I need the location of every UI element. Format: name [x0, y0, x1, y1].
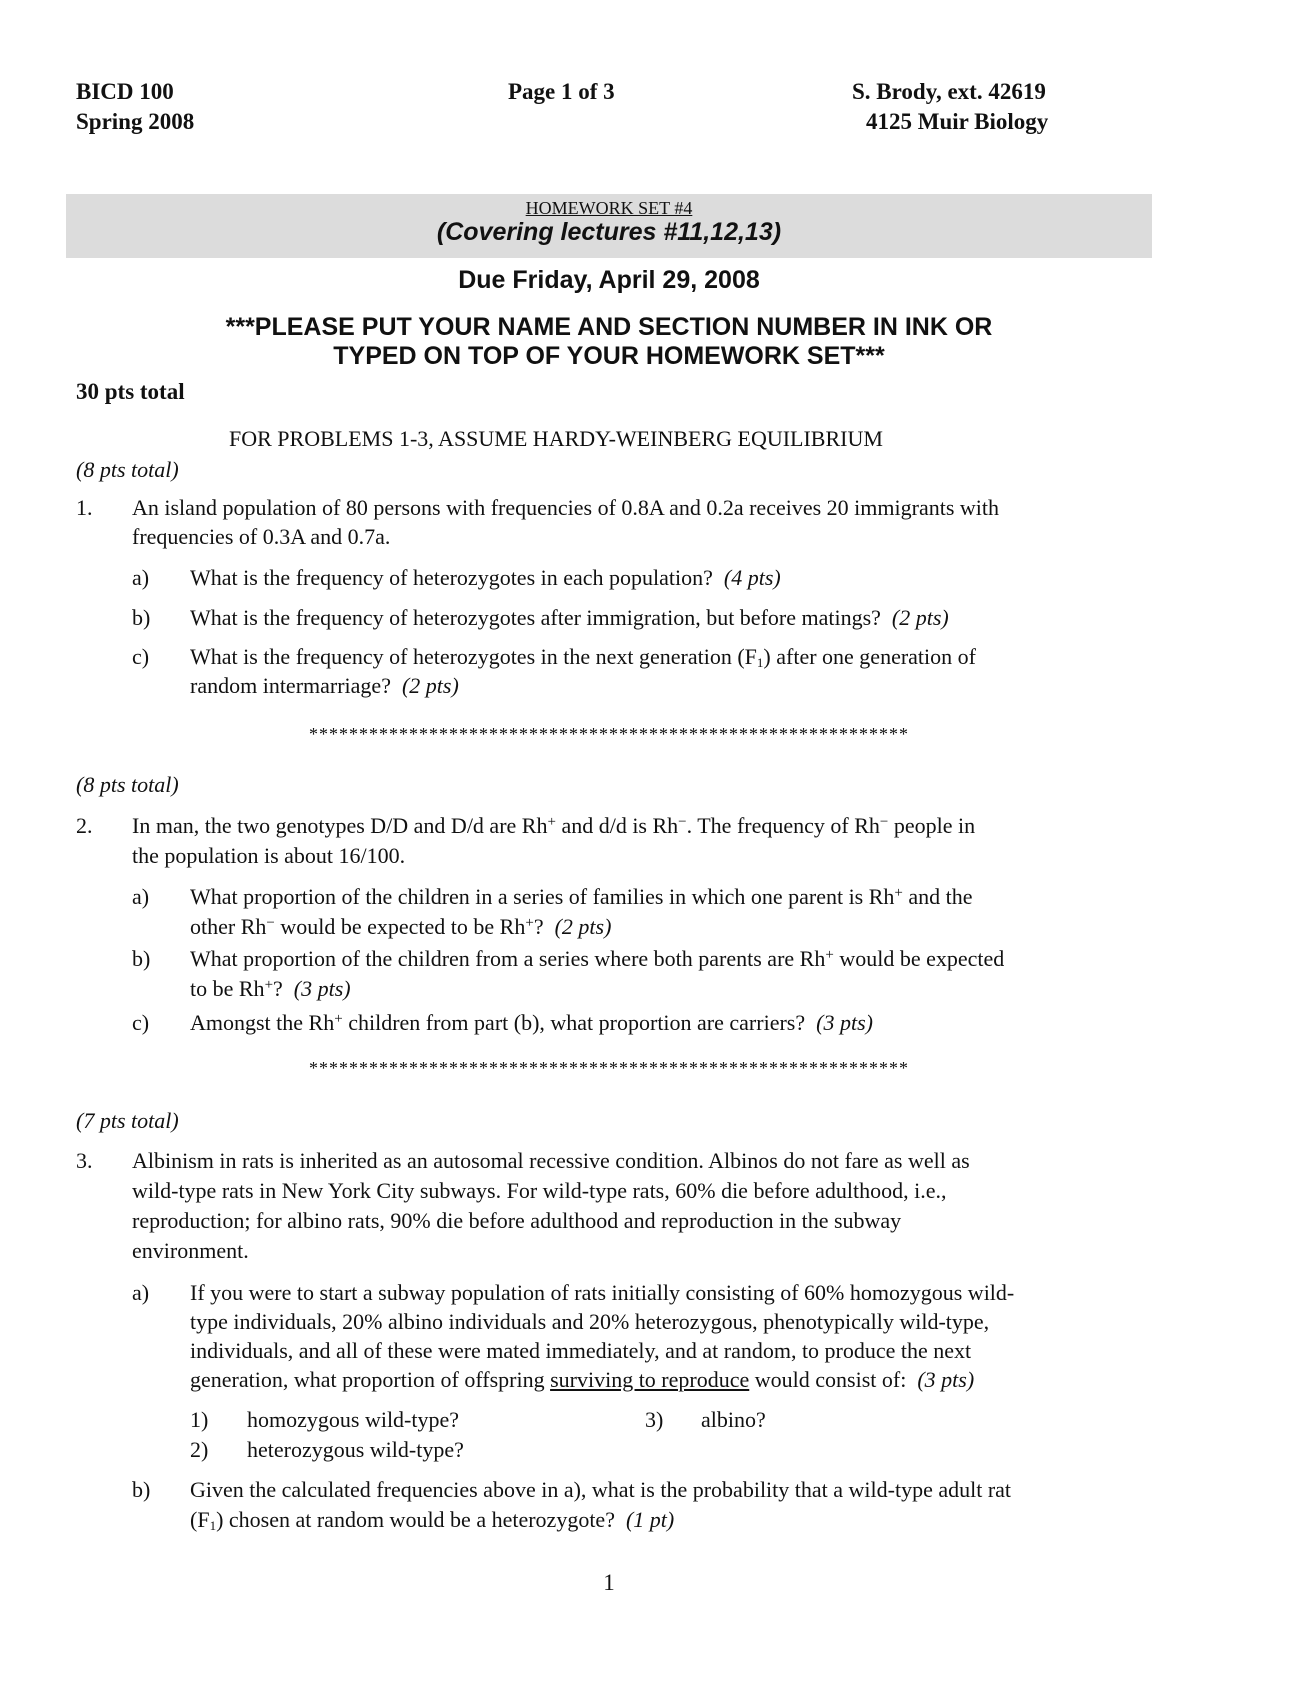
- page-indicator: Page 1 of 3: [508, 79, 615, 104]
- p2b-question-line-2: to be Rh+? (3 pts): [190, 976, 351, 1001]
- notice-line-1: ***PLEASE PUT YOUR NAME AND SECTION NUMBER IN INK OR: [225, 313, 993, 341]
- p1a-points: (4 pts): [723, 565, 781, 590]
- p1-number: 1.: [76, 495, 93, 520]
- p3b-label: b): [132, 1477, 151, 1502]
- p1b-label: b): [132, 605, 151, 630]
- p3a-option-3-text: albino?: [701, 1407, 766, 1432]
- p2c-points: (3 pts): [816, 1010, 873, 1035]
- total-points: 30 pts total: [76, 379, 185, 404]
- office: 4125 Muir Biology: [866, 109, 1049, 134]
- p1-text-line-1: An island population of 80 persons with frequencies of 0.8A and 0.2a receives 20 immigrants with: [132, 495, 999, 520]
- p1b-points: (2 pts): [891, 605, 949, 630]
- homework-title: HOMEWORK SET #4: [525, 198, 693, 218]
- p3-number: 3.: [76, 1148, 93, 1173]
- p3a-option-3-label: 3): [645, 1407, 664, 1432]
- p2b-label: b): [132, 946, 151, 971]
- p3-text-line-3: reproduction; for albino rats, 90% die before adulthood and reproduction in the subway: [132, 1208, 902, 1233]
- p3a-option-1-text: homozygous wild-type?: [247, 1407, 460, 1432]
- p1-text-line-2: frequencies of 0.3A and 0.7a.: [132, 524, 391, 549]
- p3a-question-line-4: generation, what proportion of offspring surviving to reproduce would consist of: (3 pts): [190, 1367, 975, 1392]
- p1b-question: What is the frequency of heterozygotes after immigration, but before matings? (2 pts): [190, 605, 949, 630]
- p2-text-line-1: In man, the two genotypes D/D and D/d are Rh+ and d/d is Rh−. The frequency of Rh− people in: [132, 813, 976, 838]
- p2a-question-line-1: What proportion of the children in a series of families in which one parent is Rh+ and the: [190, 884, 973, 909]
- p2-points: (8 pts total): [76, 772, 179, 797]
- p3a-question-line-2: type individuals, 20% albino individuals and 20% heterozygous, phenotypically wild-type,: [190, 1309, 990, 1334]
- due-date: Due Friday, April 29, 2008: [458, 266, 760, 294]
- p3b-question-line-1: Given the calculated frequencies above in a), what is the probability that a wild-type adult rat: [190, 1477, 1012, 1502]
- p3a-question-line-3: individuals, and all of these were mated immediately, and at random, to produce the next: [190, 1338, 972, 1363]
- p2b-points: (3 pts): [293, 976, 351, 1001]
- p3-text-line-4: environment.: [132, 1238, 249, 1263]
- p3a-option-1-label: 1): [190, 1407, 209, 1432]
- p2b-question-line-1: What proportion of the children from a series where both parents are Rh+ would be expected: [190, 946, 1005, 971]
- p3-text-line-1: Albinism in rats is inherited as an autosomal recessive condition. Albinos do not fare as well as: [132, 1148, 970, 1173]
- p2a-label: a): [132, 884, 150, 909]
- p2-text-line-2: the population is about 16/100.: [132, 843, 406, 868]
- p1a-label: a): [132, 565, 150, 590]
- term: Spring 2008: [76, 109, 195, 134]
- p3-points: (7 pts total): [76, 1108, 179, 1133]
- p1c-question-line-2: random intermarriage? (2 pts): [190, 673, 459, 698]
- course-code: BICD 100: [76, 79, 174, 104]
- p3a-option-2-label: 2): [190, 1437, 209, 1462]
- p2c-label: c): [132, 1010, 150, 1035]
- separator-2: ************************************************************: [309, 1058, 909, 1078]
- p1c-label: c): [132, 644, 150, 669]
- p3-text-line-2: wild-type rats in New York City subways. For wild-type rats, 60% die before adulthood, i.e.,: [132, 1178, 947, 1203]
- separator-1: ************************************************************: [309, 724, 909, 744]
- homework-subtitle: (Covering lectures #11,12,13): [436, 218, 782, 246]
- p1c-points: (2 pts): [401, 673, 459, 698]
- p3a-points: (3 pts): [917, 1367, 975, 1392]
- notice-line-2: TYPED ON TOP OF YOUR HOMEWORK SET***: [333, 342, 885, 370]
- instructor: S. Brody, ext. 42619: [852, 79, 1046, 104]
- page-number: 1: [603, 1570, 615, 1595]
- p1c-question-line-1: What is the frequency of heterozygotes in the next generation $(F_1)$ after one generation of: [190, 644, 976, 670]
- p2c-question: Amongst the Rh+ children from part (b), what proportion are carriers? (3 pts): [190, 1010, 873, 1035]
- p3b-question-line-2: $(F_1)$ chosen at random would be a heterozygote? (1 pt): [190, 1507, 675, 1533]
- p1-points: (8 pts total): [76, 457, 179, 482]
- p2a-question-line-2: other Rh− would be expected to be Rh+? (2 pts): [190, 914, 612, 939]
- p1a-question: What is the frequency of heterozygotes in each population? (4 pts): [190, 565, 781, 590]
- p2a-points: (2 pts): [554, 914, 612, 939]
- p3b-points: (1 pt): [625, 1507, 675, 1532]
- homework-banner: [66, 194, 1152, 258]
- assumption-heading: FOR PROBLEMS 1-3, ASSUME HARDY-WEINBERG EQUILIBRIUM: [229, 426, 883, 451]
- p3a-option-2-text: heterozygous wild-type?: [247, 1437, 464, 1462]
- p3a-label: a): [132, 1280, 150, 1305]
- p3a-question-line-1: If you were to start a subway population of rats initially consisting of 60% homozygous wild-: [190, 1280, 1015, 1305]
- p2-number: 2.: [76, 813, 93, 838]
